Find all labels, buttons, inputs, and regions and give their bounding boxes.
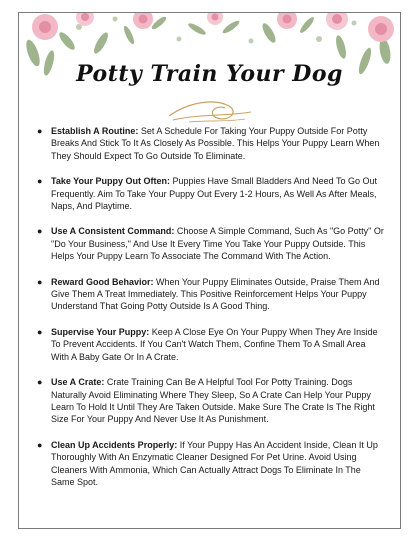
bullet-icon: ●: [37, 377, 43, 388]
printable-page: [18, 12, 401, 529]
tip-text: If Your Puppy Has An Accident Inside, Clean It Up Thoroughly With An Enzymatic Cleaner Designed For Pet Urine. Avoid Using Cleaners With Ammonia, Which Can Actually Attract Dogs To Eliminate In The Same Spot.: [51, 439, 378, 487]
list-item: [37, 125, 385, 162]
tip-text: Set A Schedule For Taking Your Puppy Outside For Potty Breaks And Stick To It As Closely As Possible. This Helps Your Puppy Learn When They Should Expect To Go Outside To Eliminate.: [51, 126, 380, 161]
tip-text: Choose A Simple Command, Such As "Go Potty" Or "Do Your Business," And Use It Every Time You Take Your Puppy Outside. This Helps Your Puppy Learn To Associate The Command With The Action.: [51, 226, 384, 262]
tip-heading: Use A Consistent Command:: [51, 226, 175, 237]
tip-text: Puppies Have Small Bladders And Need To Go Out Frequently. Aim To Take Your Puppy Out Every 1-2 Hours, As Well As After Meals, Naps, And Playtime.: [51, 176, 377, 212]
bullet-icon: ●: [37, 326, 43, 337]
tip-text: When Your Puppy Eliminates Outside, Praise Them And Give Them A Treat Immediately. This Positive Reinforcement Helps Your Puppy Understand That Going Potty Outside Is A Good Thing.: [51, 276, 380, 312]
bullet-icon: ●: [37, 276, 43, 287]
list-item: [37, 326, 385, 363]
list-item: [37, 376, 385, 426]
tip-text: Keep A Close Eye On Your Puppy When They Are Inside To Prevent Accidents. If You Can't Watch Them, Confine Them To A Small Area With A Baby Gate Or In A Crate.: [51, 326, 378, 362]
bullet-icon: ●: [37, 439, 43, 450]
tip-heading: Establish A Routine:: [51, 126, 139, 136]
tip-heading: Supervise Your Puppy:: [51, 326, 150, 337]
list-item: [37, 439, 385, 489]
tip-heading: Use A Crate:: [51, 377, 105, 388]
bullet-icon: ●: [37, 126, 43, 136]
bullet-icon: ●: [37, 176, 43, 187]
list-item: [37, 225, 385, 262]
tip-heading: Reward Good Behavior:: [51, 276, 154, 287]
tip-text: Crate Training Can Be A Helpful Tool For Potty Training. Dogs Naturally Avoid Eliminating Where They Sleep, So A Crate Can Help Your Puppy Learn To Hold It Until They Are Taken Outside. Make Sure The Crate Is The Right Size For Your Puppy And Never Use It As Punishment.: [51, 377, 375, 425]
ornamental-flourish: [159, 92, 259, 126]
tip-heading: Clean Up Accidents Properly:: [51, 439, 178, 450]
bullet-icon: ●: [37, 226, 43, 237]
page-title: Potty Train Your Dog: [76, 61, 343, 87]
list-item: [37, 175, 385, 212]
tips-list: [37, 125, 385, 501]
list-item: [37, 276, 385, 313]
tip-heading: Take Your Puppy Out Often:: [51, 176, 171, 187]
